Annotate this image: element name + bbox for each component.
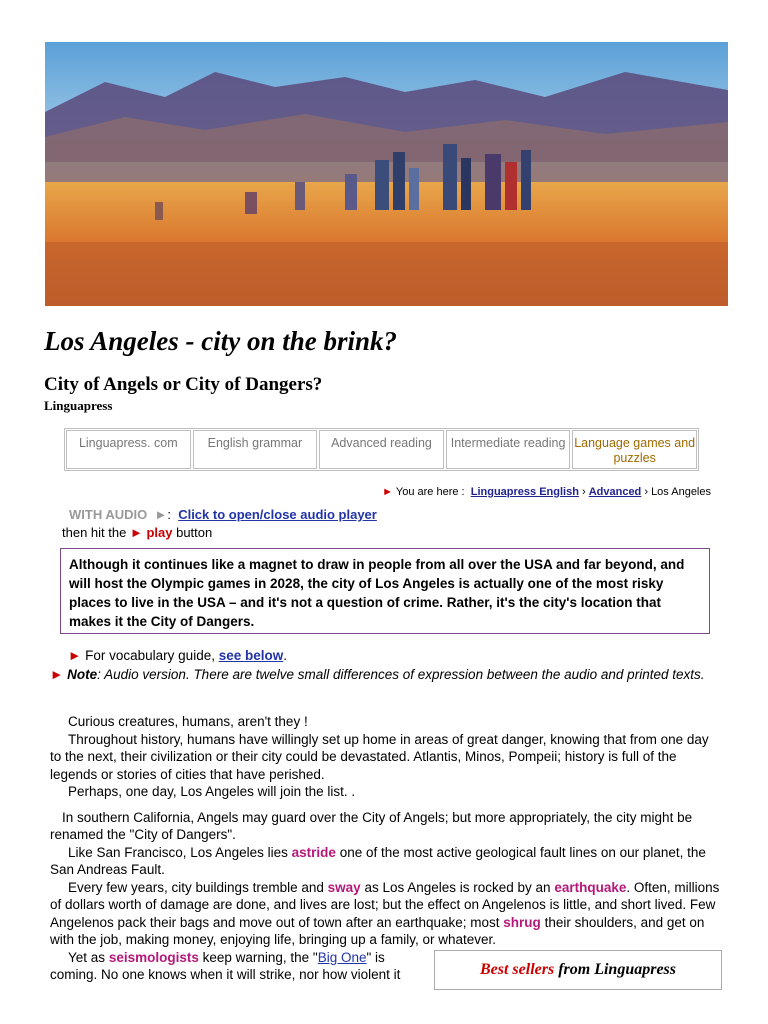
audio-button-text: button: [176, 525, 213, 540]
paragraph: Perhaps, one day, Los Angeles will join the list. .: [68, 784, 356, 799]
arrow-right-icon: ►: [150, 507, 168, 522]
vocab-line: ► For vocabulary guide, see below.: [68, 648, 288, 663]
note-text: : Audio version. There are twelve small differences of expression between the audio and printed texts.: [97, 667, 705, 682]
intro-box: Although it continues like a magnet to draw in people from all over the USA and far beyond, and will host the Olympic games in 2028, the city of Los Angeles is actually one of the most risky places to live in the USA – and it's not a question of crime. Rather, it's the city's location that makes it the City of Dangers.: [60, 548, 710, 634]
vocab-keyword[interactable]: astride: [291, 844, 336, 860]
breadcrumb-home-link[interactable]: Linguapress English: [470, 486, 579, 498]
arrow-right-icon: ►: [382, 486, 394, 498]
play-label: play: [146, 525, 173, 540]
nav-english-grammar[interactable]: English grammar: [193, 430, 318, 469]
arrow-right-icon: ►: [50, 667, 64, 682]
paragraph: Throughout history, humans have willingly set up home in areas of great danger, knowing that from one day to the next, their civilization or their city could be devastated. Atlantis, Minos, Pompeii; history is full of the legends or stories of cities that have perished.: [50, 731, 709, 782]
paragraph: Curious creatures, humans, aren't they !: [68, 714, 308, 729]
play-arrow-icon: ►: [129, 525, 143, 540]
audio-player-toggle-link[interactable]: Click to open/close audio player: [178, 507, 377, 522]
breadcrumb-section-link[interactable]: Advanced: [588, 486, 642, 498]
vocab-keyword[interactable]: earthquake: [554, 879, 627, 895]
breadcrumb-current: Los Angeles: [651, 486, 711, 498]
nav-language-games[interactable]: Language games and puzzles: [572, 430, 697, 469]
nav-advanced-reading[interactable]: Advanced reading: [319, 430, 444, 469]
paragraph: [50, 844, 720, 879]
best-sellers-label: Best sellers: [479, 961, 555, 978]
best-sellers-source: from Linguapress: [558, 961, 676, 978]
vocab-text: For vocabulary guide,: [85, 648, 215, 663]
paragraph-text: Every few years, city buildings tremble and: [68, 879, 324, 895]
audio-then-text: then hit the: [62, 525, 127, 540]
see-below-link[interactable]: see below: [218, 648, 284, 663]
nav-linguapress[interactable]: Linguapress. com: [66, 430, 191, 469]
paragraph-text: Like San Francisco, Los Angeles lies: [68, 844, 288, 860]
paragraph-text: one of the most active geological fault lines on our planet, the San Andreas Fault.: [50, 844, 706, 877]
hero-image-los-angeles-skyline: [45, 42, 728, 306]
paragraph: [50, 949, 415, 984]
vocab-keyword[interactable]: shrug: [503, 914, 541, 930]
brand-name: Linguapress: [44, 398, 113, 413]
breadcrumb-prefix: You are here :: [395, 486, 465, 498]
paragraph: In southern California, Angels may guard over the City of Angels; but more appropriately, the city might be renamed the "City of Dangers".: [50, 809, 693, 842]
audio-controls: WITH AUDIO ►: Click to open/close audio player then hit the ► play button: [62, 507, 377, 540]
vocab-keyword[interactable]: sway: [327, 879, 361, 895]
paragraph: [50, 879, 720, 949]
big-one-link[interactable]: Big One: [317, 949, 367, 965]
page-title: Los Angeles - city on the brink?: [44, 326, 398, 356]
with-audio-label: WITH AUDIO: [69, 507, 148, 522]
paragraph-text: . Often, millions of dollars worth of damage are done, and lives are lost; but the effect on Angelenos is little, and short lived. Few Angelenos pack their bags and move out of town after an earthquake; most: [50, 879, 720, 930]
paragraph-text: their shoulders, and get on with the job, making money, enjoying life, bringing up a family, or whatever.: [50, 914, 705, 947]
breadcrumb: ► You are here : Linguapress English › Advanced › Los Angeles: [382, 486, 711, 498]
site-navigation: [64, 428, 699, 471]
article-body: [50, 713, 720, 984]
nav-intermediate-reading[interactable]: Intermediate reading: [446, 430, 571, 469]
note-line: [50, 666, 730, 684]
paragraph-text: as Los Angeles is rocked by an: [364, 879, 551, 895]
vocab-keyword[interactable]: seismologists: [108, 949, 199, 965]
arrow-right-icon: ►: [68, 648, 82, 663]
page-subtitle: City of Angels or City of Dangers?: [44, 374, 323, 395]
paragraph-text: " is coming. No one knows when it will strike, nor how violent it: [50, 949, 401, 982]
paragraph-text: keep warning, the ": [202, 949, 318, 965]
paragraph-text: Yet as: [68, 949, 106, 965]
note-label: Note: [67, 667, 98, 682]
best-sellers-box[interactable]: [434, 950, 722, 990]
